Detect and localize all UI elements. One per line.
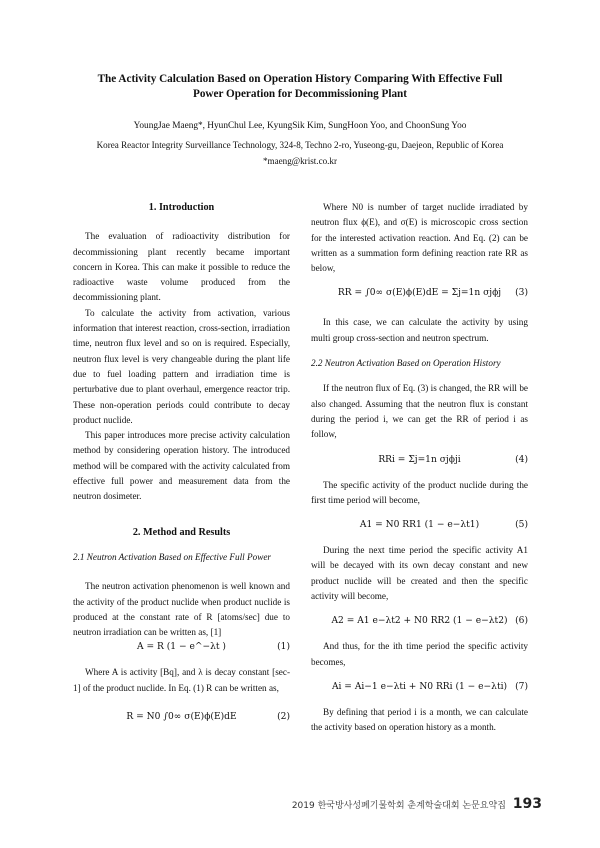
right-paragraph-1: Where N0 is number of target nuclide irradiated by neutron flux ϕ(E), and σ(E) is microscopic cross section for the interested activation reaction. And Eq. (2) can be written as a summation form defining reaction rate RR as below, xyxy=(311,202,528,274)
equation-3 xyxy=(311,286,528,301)
equation-2 xyxy=(73,710,290,725)
equation-7-number: (7) xyxy=(515,681,528,692)
title-line-1: The Activity Calculation Based on Operation History Comparing With Effective Full xyxy=(97,73,503,85)
equation-5 xyxy=(311,518,528,533)
equation-4-body: RRi = Σj=1n σjϕji xyxy=(378,454,461,465)
proceedings-name: 2019 한국방사성폐기물학회 춘계학술대회 논문요약집 xyxy=(291,801,506,811)
title-line-2: Power Operation for Decommissioning Plant xyxy=(193,88,407,100)
right-paragraph-2: In this case, we can calculate the activity by using multi group cross-section and neutron spectrum. xyxy=(311,317,528,343)
equation-6-body: A2 = A1 e−λt2 + N0 RR2 (1 − e−λt2) xyxy=(331,616,508,627)
affiliation: Korea Reactor Integrity Surveillance Technology, 324-8, Techno 2-ro, Yuseong-gu, Daejeon, Republic of Korea xyxy=(96,140,504,150)
right-paragraph-7: By defining that period i is a month, we can calculate the activity based on operation history as a month. xyxy=(311,706,528,733)
page-number: 193 xyxy=(512,796,542,812)
equation-7 xyxy=(311,680,528,695)
right-paragraph-3: If the neutron flux of Eq. (3) is changed, the RR will be also changed. Assuming that the neutron flux is constant during the period i, we can get the RR of period i as follow, xyxy=(311,383,528,440)
equation-5-body: A1 = N0 RR1 (1 − e−λt1) xyxy=(359,520,480,531)
right-paragraph-4: The specific activity of the product nuclide during the first time period will become, xyxy=(311,479,528,505)
intro-paragraph-1: The evaluation of radioactivity distribution for decommissioning plant recently became important concern in Korea. This can make it possible to reduce the radioactive waste volume produced from the decommissioning plant. xyxy=(73,231,290,303)
equation-2-body: R = N0 ∫0∞ σ(E)ϕ(E)dE xyxy=(126,712,237,723)
contact-email: *maeng@krist.co.kr xyxy=(262,156,338,166)
equation-6-number: (6) xyxy=(515,616,528,627)
page-footer xyxy=(292,796,542,812)
equation-4 xyxy=(311,453,528,468)
equation-3-number: (3) xyxy=(515,288,528,299)
author-list: YoungJae Maeng*, HyunChul Lee, KyungSik Kim, SungHoon Yoo, and ChoonSung Yoo xyxy=(133,121,467,131)
equation-1-body: A = R (1 − e^−λt ) xyxy=(137,642,226,653)
method-paragraph-2: Where A is activity [Bq], and λ is decay constant [sec-1] of the product nuclide. In Eq. (1) R can be written as, xyxy=(73,667,290,693)
equation-2-number: (2) xyxy=(277,712,290,723)
section-heading-method: 2. Method and Results xyxy=(132,526,231,538)
equation-7-body: Ai = Ai−1 e−λti + N0 RRi (1 − e−λti) xyxy=(331,681,508,692)
equation-1 xyxy=(73,640,290,655)
paper-title xyxy=(40,72,560,102)
subsection-2-2-heading: 2.2 Neutron Activation Based on Operation History xyxy=(311,358,501,369)
method-paragraph-1: The neutron activation phenomenon is well known and the activity of the product nuclide when product nuclide is produced at the constant rate of R [atoms/sec] due to neutron irradiation can be written as, [1] xyxy=(73,581,290,638)
equation-3-body: RR = ∫0∞ σ(E)ϕ(E)dE = Σj=1n σjϕj xyxy=(337,288,502,299)
equation-4-number: (4) xyxy=(515,454,528,465)
section-heading-introduction: 1. Introduction xyxy=(148,202,215,213)
equation-5-number: (5) xyxy=(515,520,528,531)
intro-paragraph-3: This paper introduces more precise activity calculation method by considering operation history. The introduced method will be compared with the activity calculated from effective full power and measurement data from the neutron dosimeter. xyxy=(73,430,290,502)
left-column xyxy=(73,200,290,725)
intro-paragraph-2: To calculate the activity from activation, various information that interest reaction, cross-section, irradiation time, neutron flux level and so on is required. Especially, neutron flux level is very changeable during the plant life due to fuel loading pattern and irradiation time is perturbative due to plant overhaul, emergence reactor trip. These non-operation periods could contribute to decay product nuclide. xyxy=(73,307,290,425)
equation-1-number: (1) xyxy=(277,642,290,653)
right-paragraph-6: And thus, for the ith time period the specific activity becomes, xyxy=(311,641,528,667)
subsection-2-1-heading: 2.1 Neutron Activation Based on Effective Full Power xyxy=(73,551,272,562)
right-paragraph-5: During the next time period the specific activity A1 will be decayed with its own decay constant and new product nuclide will be created and then the specific activity will become, xyxy=(311,545,528,602)
equation-6 xyxy=(311,614,528,629)
right-column xyxy=(311,200,528,736)
